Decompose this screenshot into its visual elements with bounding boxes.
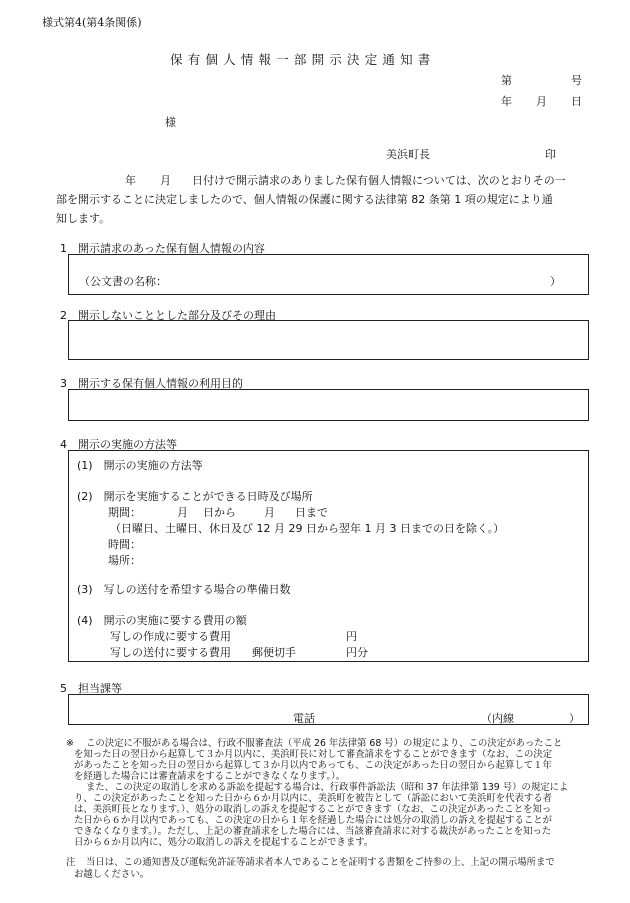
section1-heading: 1 開示請求のあった保有個人情報の内容	[60, 242, 265, 255]
section2-heading: 2 開示しないこととした部分及びその理由	[60, 309, 276, 322]
cost-copy-label: 写しの作成に要する費用	[110, 630, 231, 643]
note-line2: お越しください。	[74, 869, 150, 880]
notes-line5: また、この決定の取消しを求める訴訟を提起する場合は、行政事件訴訟法（昭和 37 年法律第 139 号）の規定によ	[86, 782, 569, 793]
intro-line3: 知します。	[56, 212, 111, 225]
notes-line2: を知った日の翌日から起算して３か月以内に、美浜町長に対して審査請求をすることができます（なお、この決定	[74, 749, 553, 760]
date-year: 年	[501, 95, 512, 108]
period-until: 日まで	[295, 506, 328, 519]
cost-send-label: 写しの送付に要する費用	[110, 646, 231, 659]
issuer-name: 美浜町長	[386, 148, 430, 161]
s4-item3: (3) 写しの送付を希望する場合の準備日数	[77, 583, 291, 596]
section2-box	[68, 320, 589, 360]
period-label: 期間：	[108, 506, 141, 519]
notes-line8: た日から６か月以内であっても、この決定の日から１年を経過した場合には処分の取消しの訴えを提起することが	[74, 815, 553, 826]
intro-year: 年	[125, 174, 136, 187]
period-month2: 月	[264, 506, 275, 519]
phone-label: 電話	[293, 712, 315, 725]
number-dai: 第	[501, 74, 512, 87]
doc-name-label: （公文書の名称：	[79, 275, 167, 288]
intro-line2: 部を開示することに決定しましたので、個人情報の保護に関する法律第 82 条第 1 項の規定により通	[56, 193, 553, 206]
time-label: 時間：	[108, 538, 141, 551]
form-number: 様式第4(第4条関係)	[42, 16, 142, 29]
place-label: 場所：	[108, 554, 141, 567]
cost-send-stamp: 郵便切手	[252, 646, 296, 659]
document-title: 保有個人情報一部開示決定通知書	[170, 52, 436, 67]
cost-send-unit: 円分	[346, 646, 368, 659]
notes-line1: この決定に不服がある場合は、行政不服審査法（平成 26 年法律第 68 号）の規定により、この決定があったこと	[86, 738, 563, 749]
notes-line10: 日から６か月以内に、処分の取消しの訴えを提起することができます。	[74, 837, 374, 848]
period-note: （日曜日、土曜日、休日及び 12 月 29 日から翌年 1 月 3 日までの日を除く。）	[110, 522, 505, 535]
s4-item2: (2) 開示を実施することができる日時及び場所	[77, 490, 313, 503]
date-day: 日	[571, 95, 582, 108]
intro-month: 月	[160, 174, 171, 187]
s4-item1: (1) 開示の実施の方法等	[77, 459, 203, 472]
intro-line1: 日付けで開示請求のありました保有個人情報については、次のとおりその一	[192, 174, 566, 187]
notes-line3: があったことを知った日の翌日から起算して３か月以内であっても、この決定があった日の翌日から起算して１年	[74, 760, 552, 771]
notes-line4: を経過した場合には審査請求をすることができなくなります。）。	[74, 771, 346, 782]
period-from: 日から	[203, 506, 236, 519]
date-month: 月	[536, 95, 547, 108]
recipient-sama: 様	[165, 116, 176, 129]
section4-heading: 4 開示の実施の方法等	[60, 438, 177, 451]
section5-heading: 5 担当課等	[60, 682, 122, 695]
notes-line9: できなくなります。）。ただし、上記の審査請求をした場合には、当該審査請求に対する裁決があったことを知った	[74, 826, 552, 837]
notes-line6: り、この決定があったことを知った日から６か月以内に、美浜町を被告として（訴訟において美浜町を代表する者	[74, 793, 553, 804]
section3-box	[68, 389, 589, 421]
section4-box	[68, 450, 589, 662]
ext-label: （内線	[481, 712, 514, 725]
notes-line7: は、美浜町長となります。）、処分の取消しの訴えを提起することができます（なお、この決定があったことを知っ	[74, 804, 552, 815]
note-line1: 当日は、この通知書及び運転免許証等請求者本人であることを証明する書類をご持参の上、上記の開示場所まで	[86, 857, 555, 868]
section5-box	[68, 694, 589, 725]
section1-box	[68, 254, 589, 295]
cost-copy-unit: 円	[346, 630, 357, 643]
doc-name-close: ）	[550, 275, 561, 288]
number-go: 号	[571, 74, 582, 87]
seal-mark: 印	[545, 148, 556, 161]
section3-heading: 3 開示する保有個人情報の利用目的	[60, 377, 243, 390]
note-mark: 注	[66, 857, 76, 868]
notes-mark: ※	[66, 738, 74, 749]
period-month1: 月	[177, 506, 188, 519]
ext-close: ）	[569, 712, 580, 725]
s4-item4: (4) 開示の実施に要する費用の額	[77, 614, 247, 627]
